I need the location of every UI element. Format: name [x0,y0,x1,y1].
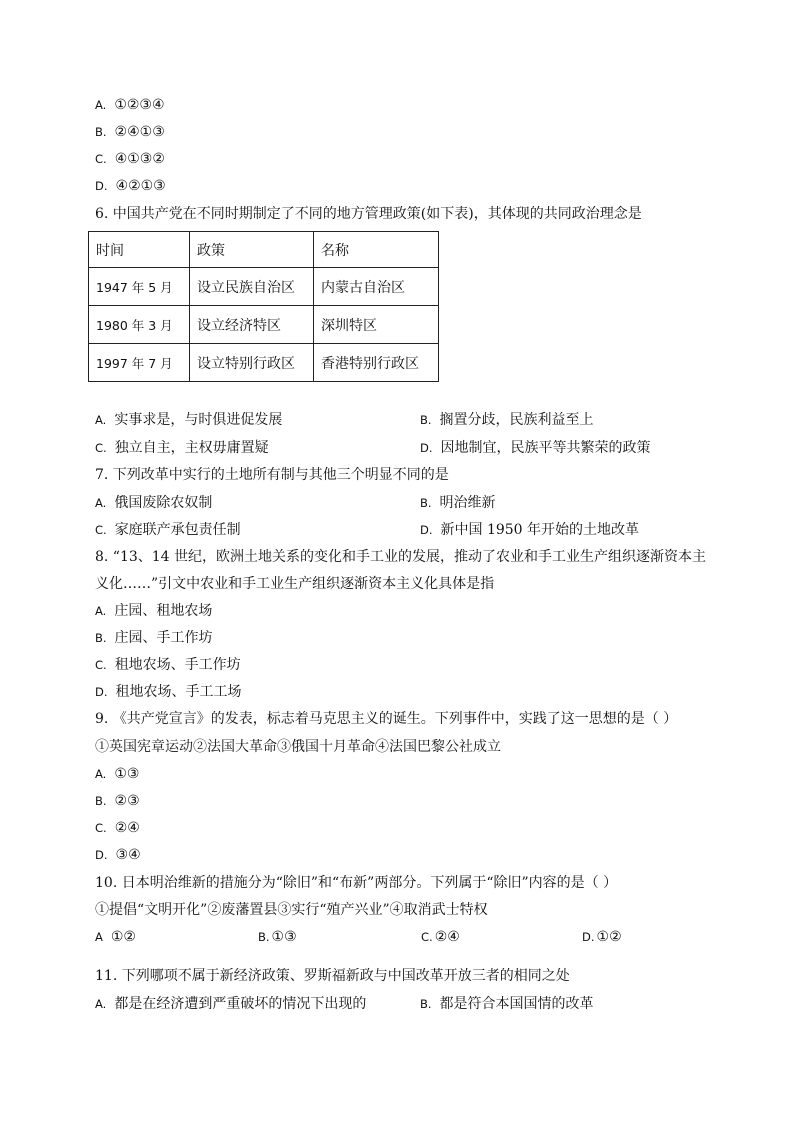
table-cell: 1947 年 5 月 [89,268,190,306]
table-row [89,306,439,344]
option-label: B. [420,997,432,1011]
option-label: A [95,930,103,944]
option-text: 俄国废除农奴制 [114,495,213,511]
table-header-row [89,232,439,268]
option-text: 租地农场、手工工场 [115,684,242,700]
table-cell: 设立经济特区 [190,306,314,344]
q10-option-c[interactable] [421,927,460,947]
option-label: A. [95,496,107,510]
option-label: B. [258,930,270,944]
option-text: ③④ [115,847,141,863]
option-text: 租地农场、手工作坊 [114,657,241,673]
option-label: D. [95,848,108,862]
q5-option-c[interactable] [95,149,165,169]
q9-option-a[interactable] [95,764,139,784]
q8-option-a[interactable] [95,601,212,621]
option-label: D. [582,930,595,944]
option-text: 搁置分歧，民族利益至上 [439,412,594,428]
q8-option-d[interactable] [95,682,242,702]
table-cell: 设立民族自治区 [190,268,314,306]
option-label: D. [95,685,108,699]
q8-option-b[interactable] [95,628,213,648]
option-text: 独立自主，主权毋庸置疑 [114,440,269,456]
q7-option-c[interactable] [95,520,241,540]
option-text: 庄园、手工作坊 [114,630,213,646]
q5-option-d[interactable] [95,176,166,196]
option-label: B. [95,125,107,139]
option-text: 明治维新 [439,495,496,511]
q10-option-a[interactable] [95,927,136,947]
option-text: ①② [596,929,622,945]
q6-option-b[interactable] [420,410,594,430]
q9-option-d[interactable] [95,845,141,865]
option-text: 新中国 1950 年开始的土地改革 [440,522,640,538]
table-row [89,344,439,382]
option-text: ②④ [114,820,140,836]
table-header-cell: 名称 [314,232,439,268]
option-label: C. [95,523,107,537]
q9-option-c[interactable] [95,818,140,838]
table-header-cell: 政策 [190,232,314,268]
table-cell: 内蒙古自治区 [314,268,439,306]
option-text: 实事求是，与时俱进促发展 [114,412,283,428]
option-label: B. [95,794,107,808]
table-header-cell: 时间 [89,232,190,268]
option-text: ②④①③ [114,124,165,140]
option-text: ①② [110,929,136,945]
option-text: 庄园、租地农场 [114,603,213,619]
q5-option-b[interactable] [95,122,165,142]
option-label: B. [420,413,432,427]
q9-stem: 9. 《共产党宣言》的发表，标志着马克思主义的诞生。下列事件中，实践了这一思想的是（ ） [95,711,678,727]
option-label: A. [95,413,107,427]
option-label: D. [95,179,108,193]
option-text: 都是符合本国国情的改革 [439,996,594,1012]
q6-stem: 6. 中国共产党在不同时期制定了不同的地方管理政策(如下表)，其体现的共同政治理念是 [95,206,642,222]
q5-option-a[interactable] [95,95,165,115]
option-label: C. [95,441,107,455]
option-label: A. [95,997,107,1011]
q8-stem-line2: 义化……”引文中农业和手工业生产组织逐渐资本主义化具体是指 [95,576,495,592]
option-label: D. [420,441,433,455]
q8-stem-line1: 8. “13、14 世纪，欧洲土地关系的变化和手工业的发展，推动了农业和手工业生产组织逐渐资本主 [95,549,707,565]
option-text: 都是在经济遭到严重破坏的情况下出现的 [114,996,367,1012]
table-cell: 1997 年 7 月 [89,344,190,382]
option-label: B. [420,496,432,510]
table-cell: 1980 年 3 月 [89,306,190,344]
table-cell: 设立特别行政区 [190,344,314,382]
q6-option-c[interactable] [95,438,269,458]
q10-stem: 10. 日本明治维新的措施分为“除旧”和“布新”两部分。下列属于“除旧”内容的是（ ） [95,875,618,891]
option-text: 因地制宜，民族平等共繁荣的政策 [440,440,651,456]
option-label: C. [421,930,433,944]
option-label: D. [420,523,433,537]
q10-option-b[interactable] [258,927,297,947]
option-text: ②③ [114,793,140,809]
q9-items: ①英国宪章运动②法国大革命③俄国十月革命④法国巴黎公社成立 [95,739,501,755]
option-label: C. [95,821,107,835]
table-cell: 香港特别行政区 [314,344,439,382]
q6-option-d[interactable] [420,438,651,458]
q9-option-b[interactable] [95,791,140,811]
q7-stem: 7. 下列改革中实行的土地所有制与其他三个明显不同的是 [95,467,449,483]
table-row [89,268,439,306]
option-text: ①③ [114,766,140,782]
option-text: 家庭联产承包责任制 [114,522,241,538]
policy-table [88,231,439,382]
option-label: A. [95,767,107,781]
option-text: ④②①③ [115,178,166,194]
q7-option-a[interactable] [95,493,212,513]
q7-option-b[interactable] [420,493,496,513]
option-text: ②④ [434,929,460,945]
q10-option-d[interactable] [582,927,622,947]
option-label: A. [95,604,107,618]
q8-option-c[interactable] [95,655,241,675]
q6-option-a[interactable] [95,410,282,430]
q11-option-b[interactable] [420,994,594,1014]
option-label: A. [95,98,107,112]
option-label: C. [95,152,107,166]
option-text: ④①③② [114,151,165,167]
table-cell: 深圳特区 [314,306,439,344]
q7-option-d[interactable] [420,520,639,540]
option-label: B. [95,631,107,645]
option-label: C. [95,658,107,672]
option-text: ①②③④ [114,97,165,113]
q10-items: ①提倡“文明开化”②废藩置县③实行“殖产兴业”④取消武士特权 [95,902,488,918]
q11-option-a[interactable] [95,994,366,1014]
q11-stem: 11. 下列哪项不属于新经济政策、罗斯福新政与中国改革开放三者的相同之处 [95,968,570,984]
option-text: ①③ [271,929,297,945]
